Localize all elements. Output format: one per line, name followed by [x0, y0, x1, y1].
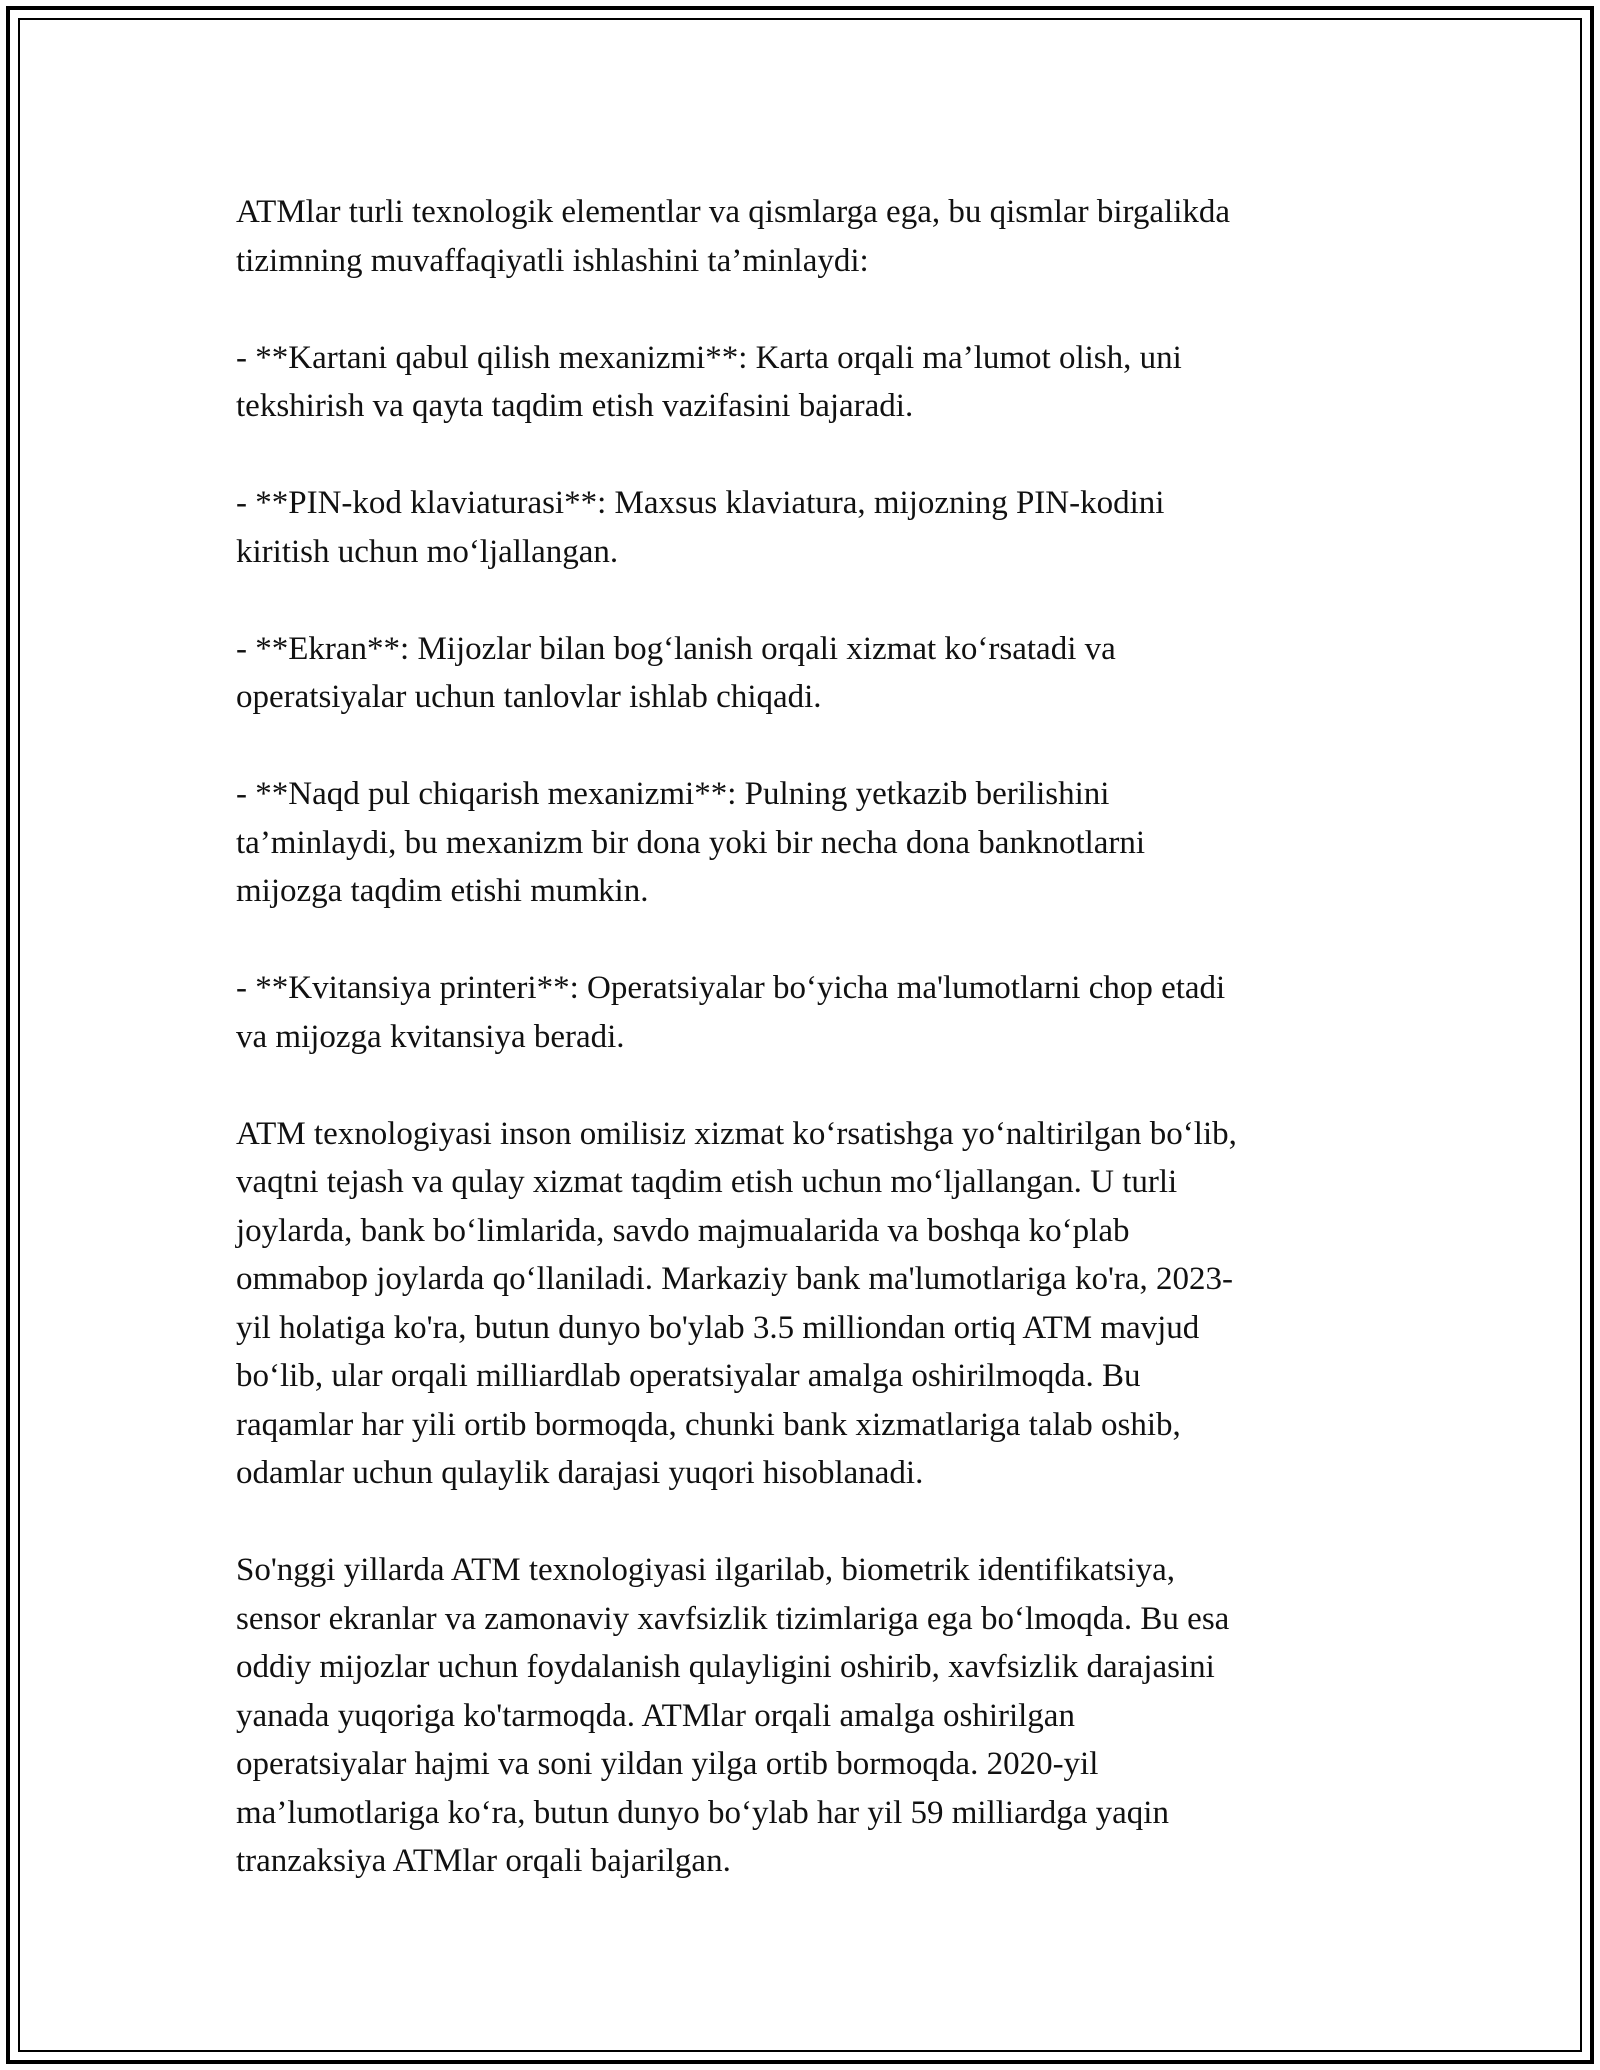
paragraph-atm-usage: ATM texnologiyasi inson omilisiz xizmat ko‘rsatishga yo‘naltirilgan bo‘lib, vaqtni tejash va qulay xizmat taqdim etish uchun mo‘ljallangan. U turli joylarda, bank bo‘limlarida, savdo majmualarida va boshqa ko‘plab ommabop joylarda qo‘llaniladi. Markaziy bank ma'lumotlariga ko'ra, 2023- yil holatiga ko'ra, butun dunyo bo'ylab 3.5 milliondan ortiq ATM mavjud bo‘lib, ular orqali milliardlab operatsiyalar amalga oshirilmoqda. Bu raqamlar har yili ortib bormoqda, chunki bank xizmatlariga talab oshib, odamlar uchun qulaylik darajasi yuqori hisoblanadi.: [236, 1115, 1237, 1491]
list-item-screen: - **Ekran**: Mijozlar bilan bog‘lanish orqali xizmat ko‘rsatadi va operatsiyalar uchun tanlovlar ishlab chiqadi.: [236, 630, 1116, 715]
intro-paragraph: ATMlar turli texnologik elementlar va qismlarga ega, bu qismlar birgalikda tizimning muvaffaqiyatli ishlashini ta’minlaydi:: [236, 194, 1231, 279]
list-item-receipt-printer: - **Kvitansiya printeri**: Operatsiyalar bo‘yicha ma'lumotlarni chop etadi va mijozga kvitansiya beradi.: [236, 970, 1226, 1055]
list-item-pin-keypad: - **PIN-kod klaviaturasi**: Maxsus klaviatura, mijozning PIN-kodini kiritish uchun mo‘ljallangan.: [236, 485, 1165, 570]
document-body: [236, 188, 1366, 1934]
list-item-card-reader: - **Kartani qabul qilish mexanizmi**: Karta orqali ma’lumot olish, uni tekshirish va qayta taqdim etish vazifasini bajaradi.: [236, 339, 1182, 424]
list-item-cash-dispenser: - **Naqd pul chiqarish mexanizmi**: Pulning yetkazib berilishini ta’minlaydi, bu mexanizm bir dona yoki bir necha dona banknotlarni mijozga taqdim etishi mumkin.: [236, 776, 1146, 909]
paragraph-atm-recent-trends: So'nggi yillarda ATM texnologiyasi ilgarilab, biometrik identifikatsiya, sensor ekranlar va zamonaviy xavfsizlik tizimlariga ega bo‘lmoqda. Bu esa oddiy mijozlar uchun foydalanish qulayligini oshirib, xavfsizlik darajasini yanada yuqoriga ko'tarmoqda. ATMlar orqali amalga oshirilgan operatsiyalar hajmi va soni yildan yilga ortib bormoqda. 2020-yil ma’lumotlariga ko‘ra, butun dunyo bo‘ylab har yil 59 milliardga yaqin tranzaksiya ATMlar orqali bajarilgan.: [236, 1552, 1230, 1879]
